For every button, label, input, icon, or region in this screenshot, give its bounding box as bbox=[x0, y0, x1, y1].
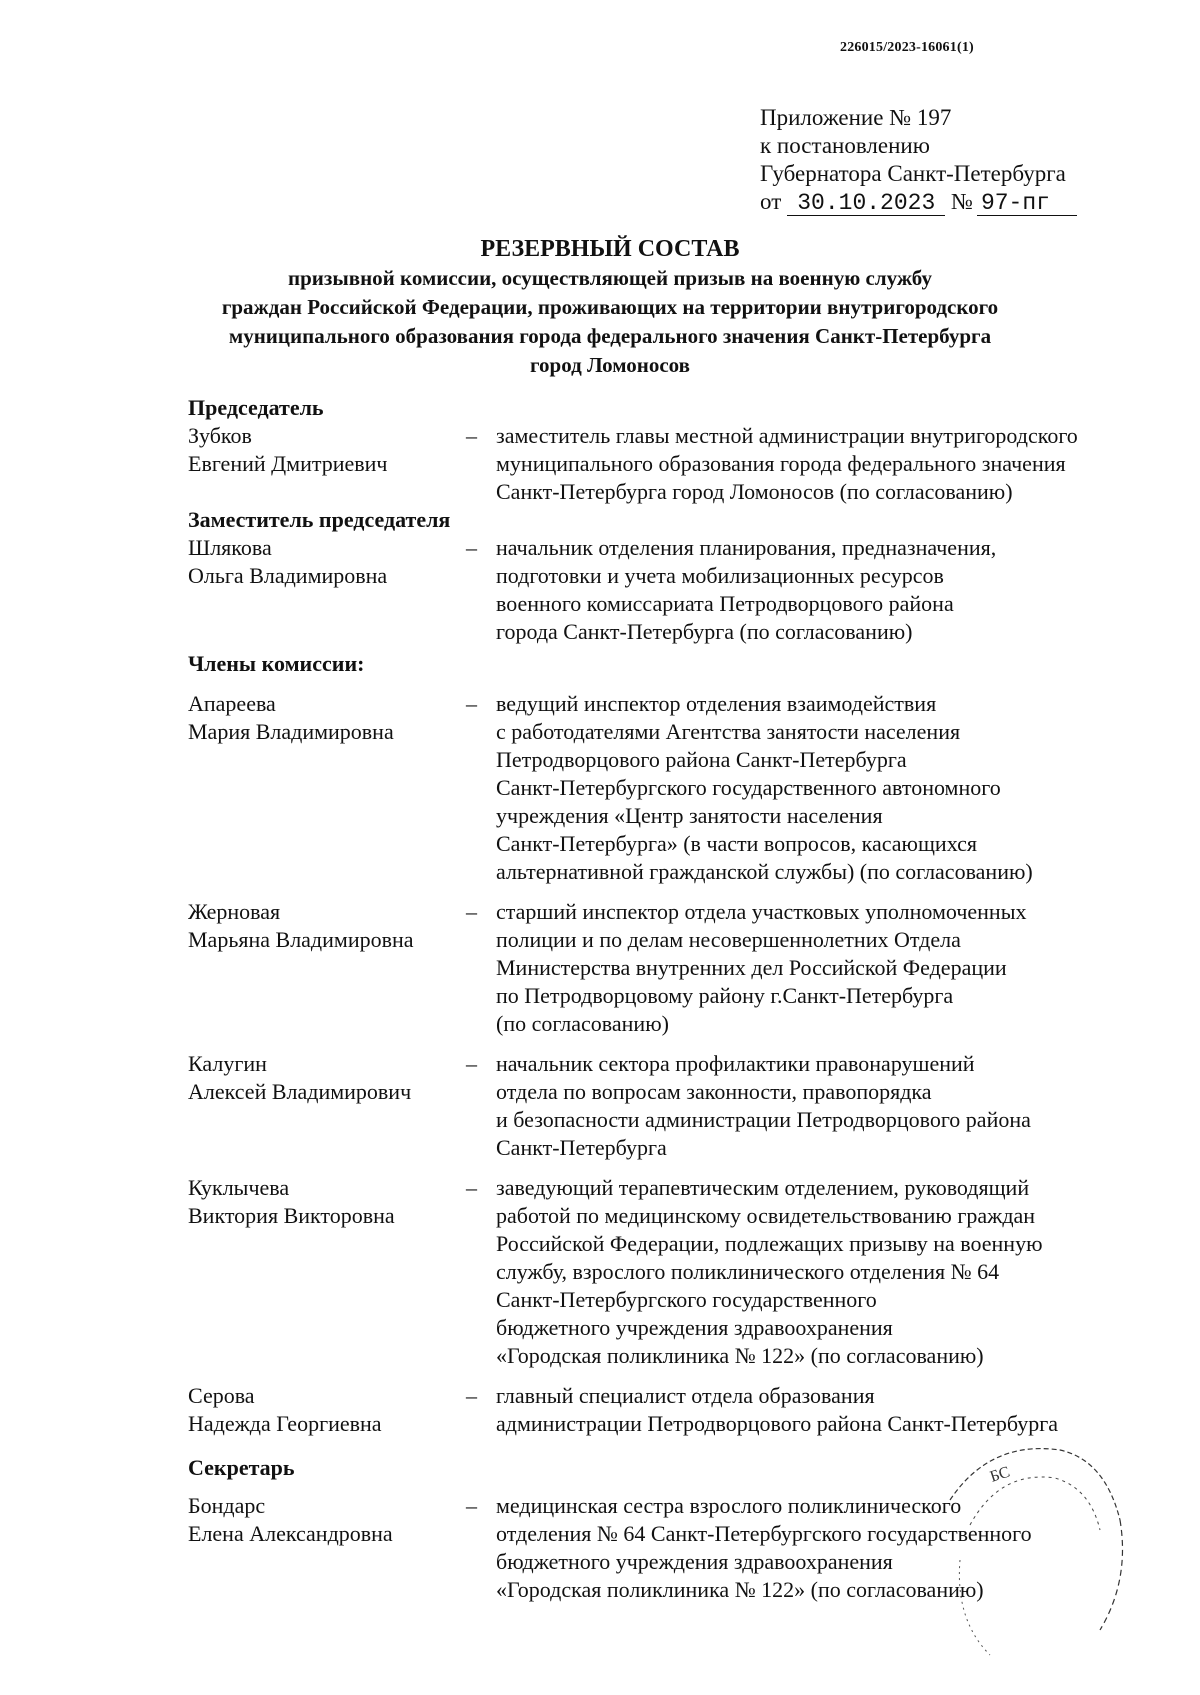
secretary-heading: Секретарь bbox=[188, 1455, 295, 1480]
position-line: с работодателями Агентства занятости населения bbox=[496, 719, 961, 744]
position-line: Российской Федерации, подлежащих призыву на военную bbox=[496, 1231, 1043, 1256]
position-line: Министерства внутренних дел Российской Федерации bbox=[496, 955, 1007, 980]
position-line: и безопасности администрации Петродворцового района bbox=[496, 1107, 1031, 1132]
decree-date: 30.10.2023 bbox=[787, 191, 945, 216]
dash: – bbox=[466, 1051, 477, 1076]
title-line-3: муниципального образования города федерального значения Санкт-Петербурга bbox=[228, 324, 992, 348]
appendix-line-3: Губернатора Санкт-Петербурга bbox=[760, 161, 1066, 186]
position-line: начальник сектора профилактики правонарушений bbox=[496, 1051, 975, 1076]
chairman-heading: Председатель bbox=[188, 395, 324, 420]
appendix-block bbox=[760, 104, 1077, 216]
dash: – bbox=[466, 691, 477, 716]
dash: – bbox=[466, 1383, 477, 1408]
member-name bbox=[188, 534, 466, 646]
commission-list bbox=[188, 394, 1148, 1604]
member-position bbox=[496, 1382, 1148, 1438]
member-name bbox=[188, 690, 466, 886]
position-line: отделения № 64 Санкт-Петербургского государственного bbox=[496, 1521, 1032, 1546]
surname: Калугин bbox=[188, 1051, 267, 1076]
position-line: военного комиссариата Петродворцового района bbox=[496, 591, 954, 616]
member-position bbox=[496, 898, 1148, 1038]
dash: – bbox=[466, 1175, 477, 1200]
appendix-date-line bbox=[760, 188, 1077, 216]
secretary-entry bbox=[188, 1492, 1148, 1604]
position-line: администрации Петродворцового района Санкт-Петербурга bbox=[496, 1411, 1059, 1436]
position-line: полиции и по делам несовершеннолетних Отдела bbox=[496, 927, 961, 952]
member-entry bbox=[188, 1382, 1148, 1438]
position-line: учреждения «Центр занятости населения bbox=[496, 803, 883, 828]
number-prefix: № bbox=[951, 189, 973, 214]
position-line: службу, взрослого поликлинического отделения № 64 bbox=[496, 1259, 1000, 1284]
deputy-heading: Заместитель председателя bbox=[188, 507, 451, 532]
from-prefix: от bbox=[760, 189, 782, 214]
given-names: Ольга Владимировна bbox=[188, 563, 388, 588]
chairman-entry bbox=[188, 422, 1148, 506]
registration-number: 226015/2023-16061(1) bbox=[840, 40, 974, 55]
surname: Апареева bbox=[188, 691, 276, 716]
member-name bbox=[188, 898, 466, 1038]
position-line: заместитель главы местной администрации внутригородского bbox=[496, 423, 1078, 448]
surname: Зубков bbox=[188, 423, 252, 448]
surname: Куклычева bbox=[188, 1175, 290, 1200]
position-line: Петродворцового района Санкт-Петербурга bbox=[496, 747, 907, 772]
member-position bbox=[496, 1050, 1148, 1162]
position-line: бюджетного учреждения здравоохранения bbox=[496, 1315, 893, 1340]
position-line: ведущий инспектор отделения взаимодействия bbox=[496, 691, 937, 716]
member-position bbox=[496, 1174, 1148, 1370]
member-name bbox=[188, 1492, 466, 1604]
position-line: отдела по вопросам законности, правопорядка bbox=[496, 1079, 932, 1104]
position-line: медицинская сестра взрослого поликлинического bbox=[496, 1493, 962, 1518]
dash: – bbox=[466, 1493, 477, 1518]
member-position bbox=[496, 534, 1148, 646]
position-line: Санкт-Петербурга bbox=[496, 1135, 667, 1160]
position-line: заведующий терапевтическим отделением, руководящий bbox=[496, 1175, 1030, 1200]
position-line: муниципального образования города федерального значения bbox=[496, 451, 1066, 476]
given-names: Виктория Викторовна bbox=[188, 1203, 395, 1228]
position-line: «Городская поликлиника № 122» (по согласованию) bbox=[496, 1577, 984, 1602]
member-position bbox=[496, 422, 1148, 506]
surname: Серова bbox=[188, 1383, 255, 1408]
surname: Шлякова bbox=[188, 535, 272, 560]
position-line: начальник отделения планирования, предназначения, bbox=[496, 535, 997, 560]
appendix-line-2: к постановлению bbox=[760, 133, 930, 158]
member-name bbox=[188, 1382, 466, 1438]
member-entry bbox=[188, 898, 1148, 1038]
surname: Бондарс bbox=[188, 1493, 266, 1518]
stamp-text: БС bbox=[987, 1463, 1013, 1486]
position-line: бюджетного учреждения здравоохранения bbox=[496, 1549, 893, 1574]
given-names: Марьяна Владимировна bbox=[188, 927, 414, 952]
position-line: Санкт-Петербурга город Ломоносов (по согласованию) bbox=[496, 479, 1013, 504]
dash: – bbox=[466, 899, 477, 924]
title-line-1: призывной комиссии, осуществляющей призыв на военную службу bbox=[288, 266, 932, 290]
dash: – bbox=[466, 535, 477, 560]
position-line: альтернативной гражданской службы) (по согласованию) bbox=[496, 859, 1033, 884]
given-names: Евгений Дмитриевич bbox=[188, 451, 388, 476]
title-line-2: граждан Российской Федерации, проживающих на территории внутригородского bbox=[221, 295, 999, 319]
position-line: по Петродворцовому району г.Санкт-Петербурга bbox=[496, 983, 954, 1008]
members-heading: Члены комиссии: bbox=[188, 651, 365, 676]
member-position bbox=[496, 1492, 1148, 1604]
position-line: старший инспектор отдела участковых уполномоченных bbox=[496, 899, 1027, 924]
given-names: Мария Владимировна bbox=[188, 719, 394, 744]
position-line: (по согласованию) bbox=[496, 1011, 669, 1036]
given-names: Алексей Владимирович bbox=[188, 1079, 412, 1104]
position-line: работой по медицинскому освидетельствованию граждан bbox=[496, 1203, 1036, 1228]
member-position bbox=[496, 690, 1148, 886]
member-entry bbox=[188, 1174, 1148, 1370]
position-line: подготовки и учета мобилизационных ресурсов bbox=[496, 563, 944, 588]
title-line-4: город Ломоносов bbox=[530, 353, 690, 377]
position-line: Санкт-Петербургского государственного автономного bbox=[496, 775, 1001, 800]
member-name bbox=[188, 1050, 466, 1162]
given-names: Надежда Георгиевна bbox=[188, 1411, 382, 1436]
position-line: Санкт-Петербургского государственного bbox=[496, 1287, 877, 1312]
position-line: города Санкт-Петербурга (по согласованию) bbox=[496, 619, 913, 644]
position-line: «Городская поликлиника № 122» (по согласованию) bbox=[496, 1343, 984, 1368]
member-name bbox=[188, 422, 466, 506]
appendix-line-1: Приложение № 197 bbox=[760, 105, 952, 130]
member-entry bbox=[188, 690, 1148, 886]
deputy-entry bbox=[188, 534, 1148, 646]
dash: – bbox=[466, 423, 477, 448]
member-entry bbox=[188, 1050, 1148, 1162]
surname: Жерновая bbox=[188, 899, 281, 924]
member-name bbox=[188, 1174, 466, 1370]
position-line: Санкт-Петербурга» (в части вопросов, касающихся bbox=[496, 831, 977, 856]
document-title bbox=[160, 234, 1060, 380]
given-names: Елена Александровна bbox=[188, 1521, 393, 1546]
position-line: главный специалист отдела образования bbox=[496, 1383, 875, 1408]
decree-number: 97-пг bbox=[977, 191, 1077, 216]
title-main: РЕЗЕРВНЫЙ СОСТАВ bbox=[480, 236, 740, 262]
